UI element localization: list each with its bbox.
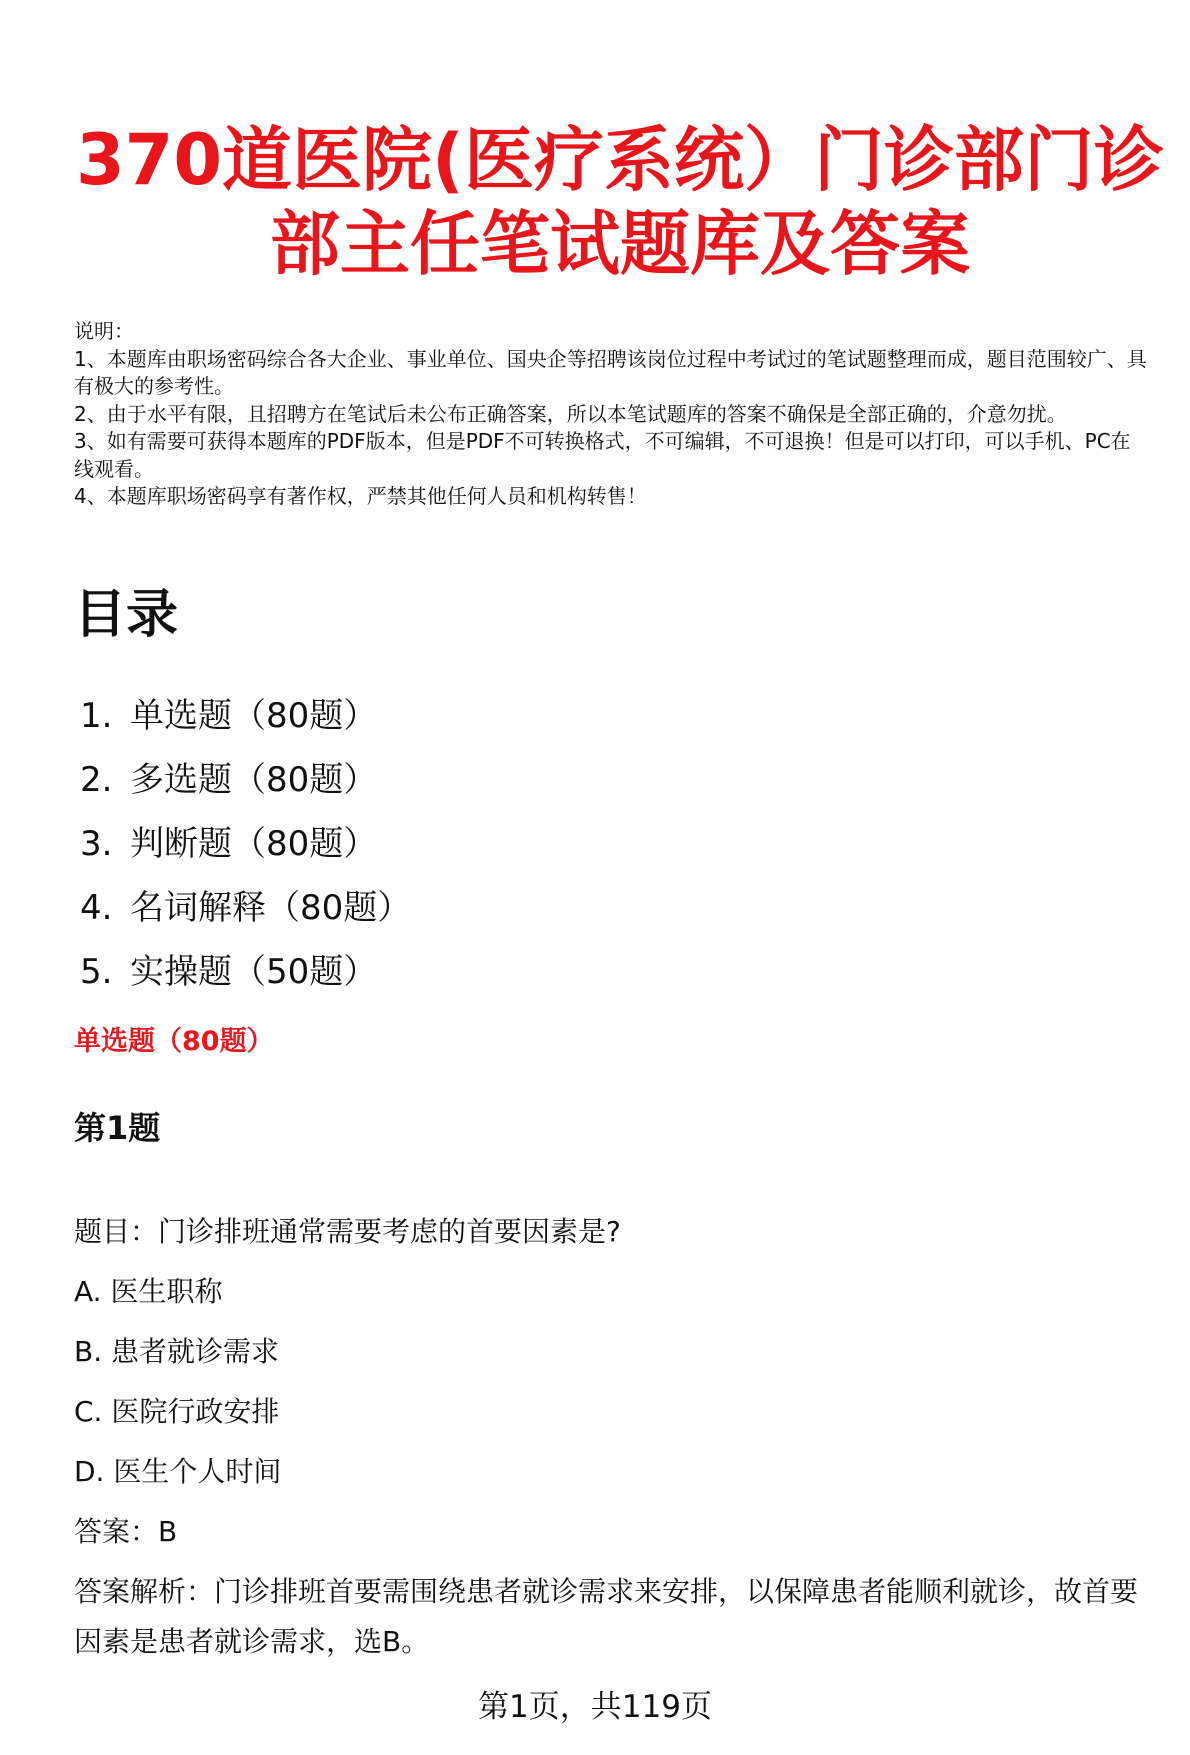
toc-item-number: 5. [80,952,113,992]
toc-item-practical[interactable] [80,940,411,1004]
note-item: 4、本题库职场密码享有著作权，严禁其他任何人员和机构转售！ [74,484,647,508]
table-of-contents [80,684,411,1004]
document-title: 370道医院(医疗系统）门诊部门诊部主任笔试题库及答案 [75,119,1165,285]
note-item: 1、本题库由职场密码综合各大企业、事业单位、国央企等招聘该岗位过程中考试过的笔试题整理而成，题目范围较广、具有极大的参考性。 [74,346,1147,398]
toc-item-term-definition[interactable] [80,876,411,940]
notes-block [74,318,1149,511]
toc-item-single-choice[interactable] [80,684,411,748]
toc-item-number: 2. [80,760,113,800]
question-stem: 题目：门诊排班通常需要考虑的首要因素是? [74,1215,621,1248]
toc-item-number: 4. [80,888,113,928]
toc-item-label: 多选题（80题） [130,760,378,800]
note-item: 3、如有需要可获得本题库的PDF版本，但是PDF不可转换格式，不可编辑，不可退换！但是可以打印，可以手机、PC在线观看。 [74,429,1131,481]
question-body [74,1202,1164,1667]
answer: 答案：B [74,1515,178,1548]
question-number: 第1题 [74,1109,161,1147]
toc-item-label: 判断题（80题） [130,824,378,864]
answer-explanation: 答案解析：门诊排班首要需围绕患者就诊需求来安排，以保障患者能顺利就诊，故首要因素是患者就诊需求，选B。 [74,1575,1139,1658]
toc-item-label: 名词解释（80题） [130,888,412,928]
toc-item-label: 实操题（50题） [130,952,378,992]
option-b: B. 患者就诊需求 [74,1335,280,1368]
toc-item-number: 1. [80,696,113,736]
section-title: 单选题（80题） [74,1026,274,1057]
notes-heading: 说明： [74,319,134,343]
option-c: C. 医院行政安排 [74,1395,280,1428]
note-item: 2、由于水平有限，且招聘方在笔试后未公布正确答案，所以本笔试题库的答案不确保是全部正确的，介意勿扰。 [74,401,1067,426]
toc-item-multiple-choice[interactable] [80,748,411,812]
option-a: A. 医生职称 [74,1275,223,1308]
toc-item-true-false[interactable] [80,812,411,876]
page-footer: 第1页，共119页 [478,1689,712,1725]
toc-item-label: 单选题（80题） [130,696,378,736]
toc-item-number: 3. [80,824,113,864]
option-d: D. 医生个人时间 [74,1455,282,1488]
toc-heading: 目录 [74,585,179,645]
